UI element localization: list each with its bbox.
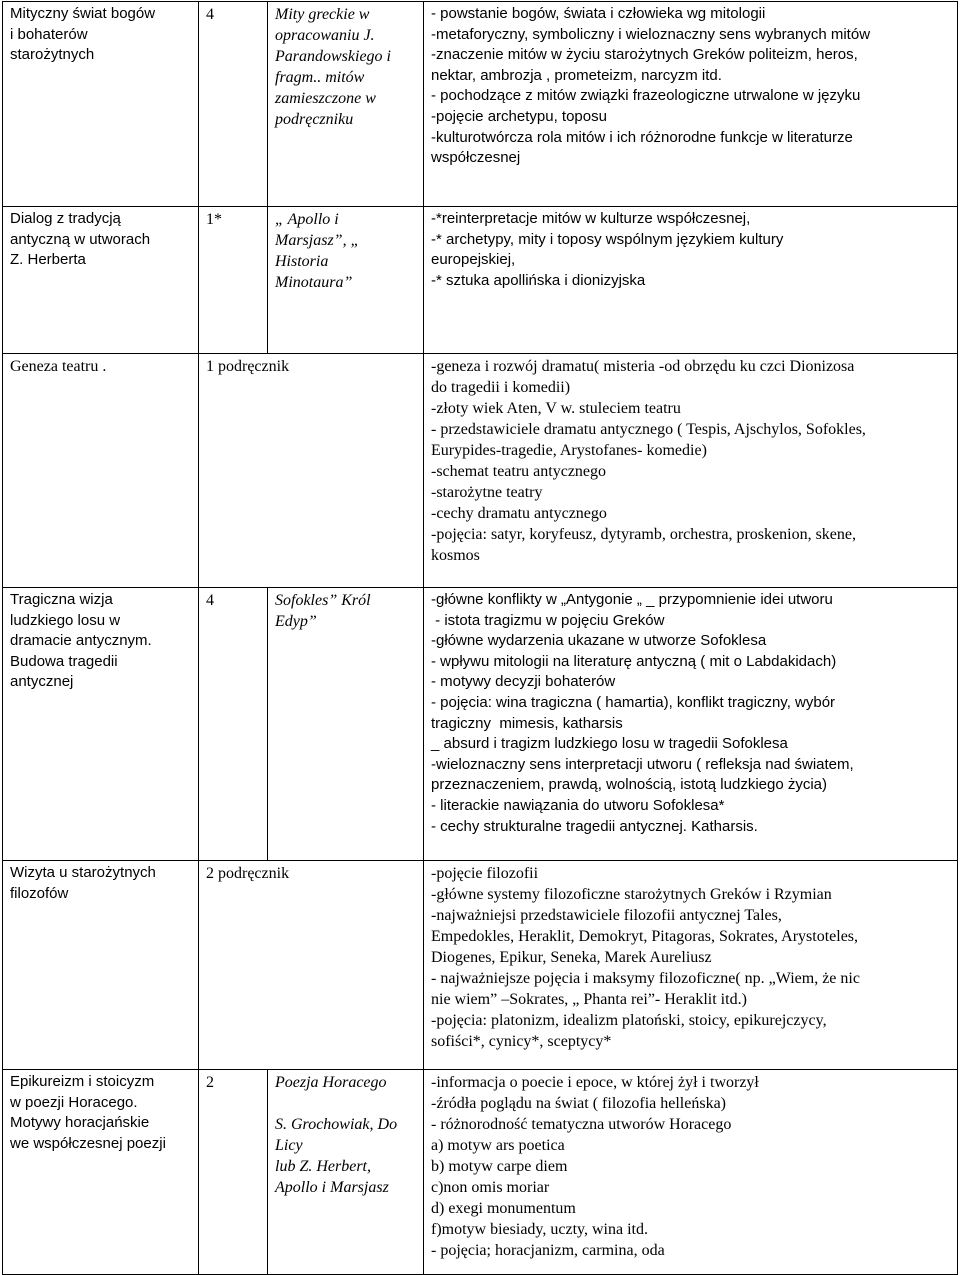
text-line: „ Apollo i — [275, 211, 339, 228]
text-line: w poezji Horacego. — [10, 1093, 138, 1111]
text-line: Minotaura” — [275, 274, 353, 291]
text-line: -pojęcia: satyr, koryfeusz, dytyramb, orchestra, proskenion, skene, — [431, 526, 856, 543]
text-line: Epikureizm i stoicyzm — [10, 1073, 155, 1090]
text-line: Empedokles, Heraklit, Demokryt, Pitagoras, Sokrates, Arystoteles, — [431, 928, 859, 945]
text-line: nektar, ambrozja , prometeizm, narcyzm itd. — [431, 66, 722, 84]
text-line: Z. Herberta — [10, 251, 86, 269]
column-divider — [423, 2, 424, 206]
text-line: we współczesnej poezji — [10, 1134, 166, 1152]
text-line: S. Grochowiak, Do — [275, 1116, 398, 1133]
column-divider — [267, 1070, 268, 1274]
hours-value: 4 — [206, 6, 214, 23]
text-line: Wizyta u starożytnych — [10, 864, 156, 881]
text-line: - istota tragizmu w pojęciu Greków — [431, 611, 665, 629]
table-row — [2, 1069, 958, 1275]
column-divider — [267, 2, 268, 206]
topic-cell — [3, 354, 198, 587]
text-line: ludzkiego losu w — [10, 611, 121, 629]
column-divider — [423, 861, 424, 1069]
text-line: -geneza i rozwój dramatu( misteria -od obrzędu ku czci Dionizosa — [431, 358, 855, 375]
text-line: europejskiej, — [431, 251, 516, 269]
table-row — [2, 353, 958, 588]
text-line: f)motyw biesiady, uczty, wina itd. — [431, 1221, 648, 1238]
text-line: podręczniku — [275, 111, 354, 128]
text-line: współczesnej — [431, 149, 521, 167]
text-line: zamieszczone w — [275, 90, 376, 107]
text-line: - motywy decyzji bohaterów — [431, 673, 616, 691]
reading-cell — [268, 207, 423, 353]
content-cell — [424, 354, 957, 587]
text-line: Poezja Horacego — [275, 1074, 387, 1091]
content-cell — [424, 2, 957, 206]
content-cell — [424, 207, 957, 353]
column-divider — [423, 1070, 424, 1274]
topic-cell — [3, 2, 198, 206]
text-line: - pochodzące z mitów związki frazeologiczne utrwalone w języku — [431, 87, 861, 105]
text-line: -wieloznaczny sens interpretacji utworu ( refleksja nad światem, — [431, 755, 854, 773]
text-line: opracowaniu J. — [275, 27, 375, 44]
text-line: -metaforyczny, symboliczny i wieloznaczny sens wybranych mitów — [431, 25, 871, 43]
text-line: -źródła poglądu na świat ( filozofia helleńska) — [431, 1095, 726, 1112]
text-line: -* archetypy, mity i toposy wspólnym językiem kultury — [431, 230, 784, 248]
topic-cell — [3, 1070, 198, 1274]
text-line: Apollo i Marsjasz — [275, 1179, 389, 1196]
text-line: i bohaterów — [10, 25, 88, 43]
text-line: -główne wydarzenia ukazane w utworze Sofoklesa — [431, 632, 767, 650]
table-row — [2, 860, 958, 1070]
text-line: lub Z. Herbert, — [275, 1158, 371, 1175]
text-line: -kulturotwórcza rola mitów i ich różnorodne funkcje w literaturze — [431, 128, 853, 146]
column-divider — [423, 354, 424, 587]
text-line: sofiści*, cynicy*, sceptycy* — [431, 1033, 612, 1050]
text-line: -starożytne teatry — [431, 484, 543, 501]
text-line: -cechy dramatu antycznego — [431, 505, 607, 522]
text-line: Geneza teatru . — [10, 358, 107, 375]
topic-cell — [3, 207, 198, 353]
text-line: Mity greckie w — [275, 6, 370, 23]
column-divider — [198, 1070, 199, 1274]
column-divider — [267, 588, 268, 860]
text-line: Sofokles” Król — [275, 592, 371, 609]
column-divider — [198, 2, 199, 206]
content-cell — [424, 861, 957, 1069]
text-line: fragm.. mitów — [275, 69, 365, 86]
hours-cell — [199, 1070, 267, 1274]
text-line: -pojęcia: platonizm, idealizm platoński, stoicy, epikurejczycy, — [431, 1012, 827, 1029]
text-line: -pojęcie archetypu, toposu — [431, 107, 607, 125]
text-line: do tragedii i komedii) — [431, 379, 571, 396]
topic-cell — [3, 861, 198, 1069]
hours-text-cell — [199, 354, 423, 587]
column-divider — [198, 588, 199, 860]
text-line: - najważniejsze pojęcia i maksymy filozoficzne( np. „Wiem, że nic — [431, 970, 860, 987]
table-row — [2, 1, 958, 207]
column-divider — [267, 207, 268, 353]
text-line: dramacie antycznym. — [10, 632, 152, 650]
hours-cell — [199, 588, 267, 860]
text-line: -pojęcie filozofii — [431, 865, 539, 882]
text-line: -główne konflikty w „Antygonie „ _ przypomnienie idei utworu — [431, 591, 833, 608]
text-line: Marsjasz”, „ — [275, 232, 360, 249]
text-line: Eurypides-tragedie, Arystofanes- komedie) — [431, 442, 707, 459]
hours-text: 2 podręcznik — [206, 865, 290, 882]
text-line: Licy — [275, 1137, 303, 1154]
text-line: a) motyw ars poetica — [431, 1137, 565, 1154]
text-line: Historia — [275, 253, 329, 270]
hours-cell — [199, 2, 267, 206]
reading-cell — [268, 588, 423, 860]
hours-text-cell — [199, 861, 423, 1069]
text-line: filozofów — [10, 884, 69, 902]
text-line: -* sztuka apollińska i dionizyjska — [431, 271, 646, 289]
topic-cell — [3, 588, 198, 860]
text-line: przeznaczeniem, prawdą, wolnością, istotą ludzkiego życia) — [431, 776, 828, 794]
text-line: Mityczny świat bogów — [10, 5, 156, 22]
reading-cell — [268, 2, 423, 206]
text-line: Parandowskiego i — [275, 48, 391, 65]
text-line: b) motyw carpe diem — [431, 1158, 568, 1175]
column-divider — [198, 861, 199, 1069]
text-line: -złoty wiek Aten, V w. stuleciem teatru — [431, 400, 681, 417]
hours-value: 1* — [206, 211, 222, 228]
text-line: antycznej — [10, 673, 74, 691]
text-line: kosmos — [431, 547, 480, 564]
text-line: -główne systemy filozoficzne starożytnych Greków i Rzymian — [431, 886, 832, 903]
text-line: _ absurd i tragizm ludzkiego losu w tragedii Sofoklesa — [431, 735, 788, 753]
text-line: -*reinterpretacje mitów w kulturze współczesnej, — [431, 210, 751, 227]
text-line: - pojęcia; horacjanizm, carmina, oda — [431, 1242, 665, 1259]
hours-cell — [199, 207, 267, 353]
text-line: - powstanie bogów, świata i człowieka wg mitologii — [431, 5, 766, 22]
text-line: -informacja o poecie i epoce, w której żył i tworzył — [431, 1074, 759, 1091]
hours-value: 4 — [206, 592, 214, 609]
text-line: - literackie nawiązania do utworu Sofoklesa* — [431, 796, 725, 814]
text-line: -schemat teatru antycznego — [431, 463, 607, 480]
column-divider — [198, 207, 199, 353]
content-cell — [424, 588, 957, 860]
column-divider — [423, 207, 424, 353]
text-line: starożytnych — [10, 46, 95, 64]
text-line: - cechy strukturalne tragedii antycznej. Katharsis. — [431, 817, 758, 835]
text-line: - pojęcia: wina tragiczna ( hamartia), konflikt tragiczny, wybór — [431, 693, 836, 711]
reading-cell — [268, 1070, 423, 1274]
text-line: tragiczny mimesis, katharsis — [431, 714, 623, 732]
text-line: Budowa tragedii — [10, 652, 118, 670]
hours-value: 2 — [206, 1074, 214, 1091]
column-divider — [423, 588, 424, 860]
text-line: - wpływu mitologii na literaturę antyczną ( mit o Labdakidach) — [431, 652, 837, 670]
text-line: - różnorodność tematyczna utworów Horacego — [431, 1116, 732, 1133]
text-line: Diogenes, Epikur, Seneka, Marek Aureliusz — [431, 949, 712, 966]
text-line: Motywy horacjańskie — [10, 1114, 150, 1132]
text-line: -najważniejsi przedstawiciele filozofii antycznej Tales, — [431, 907, 782, 924]
text-line: c)non omis moriar — [431, 1179, 550, 1196]
text-line: - przedstawiciele dramatu antycznego ( Tespis, Ajschylos, Sofokles, — [431, 421, 866, 438]
text-line — [275, 1093, 419, 1114]
text-line: -znaczenie mitów w życiu starożytnych Greków politeizm, heros, — [431, 46, 858, 64]
text-line: nie wiem” –Sokrates, „ Phanta rei”- Heraklit itd.) — [431, 991, 747, 1008]
text-line: Edyp” — [275, 613, 317, 630]
hours-text: 1 podręcznik — [206, 358, 290, 375]
column-divider — [198, 354, 199, 587]
text-line: Tragiczna wizja — [10, 591, 113, 608]
text-line: d) exegi monumentum — [431, 1200, 576, 1217]
content-cell — [424, 1070, 957, 1274]
table-row — [2, 206, 958, 354]
table-row — [2, 587, 958, 861]
text-line: Dialog z tradycją — [10, 210, 121, 227]
text-line: antyczną w utworach — [10, 230, 151, 248]
